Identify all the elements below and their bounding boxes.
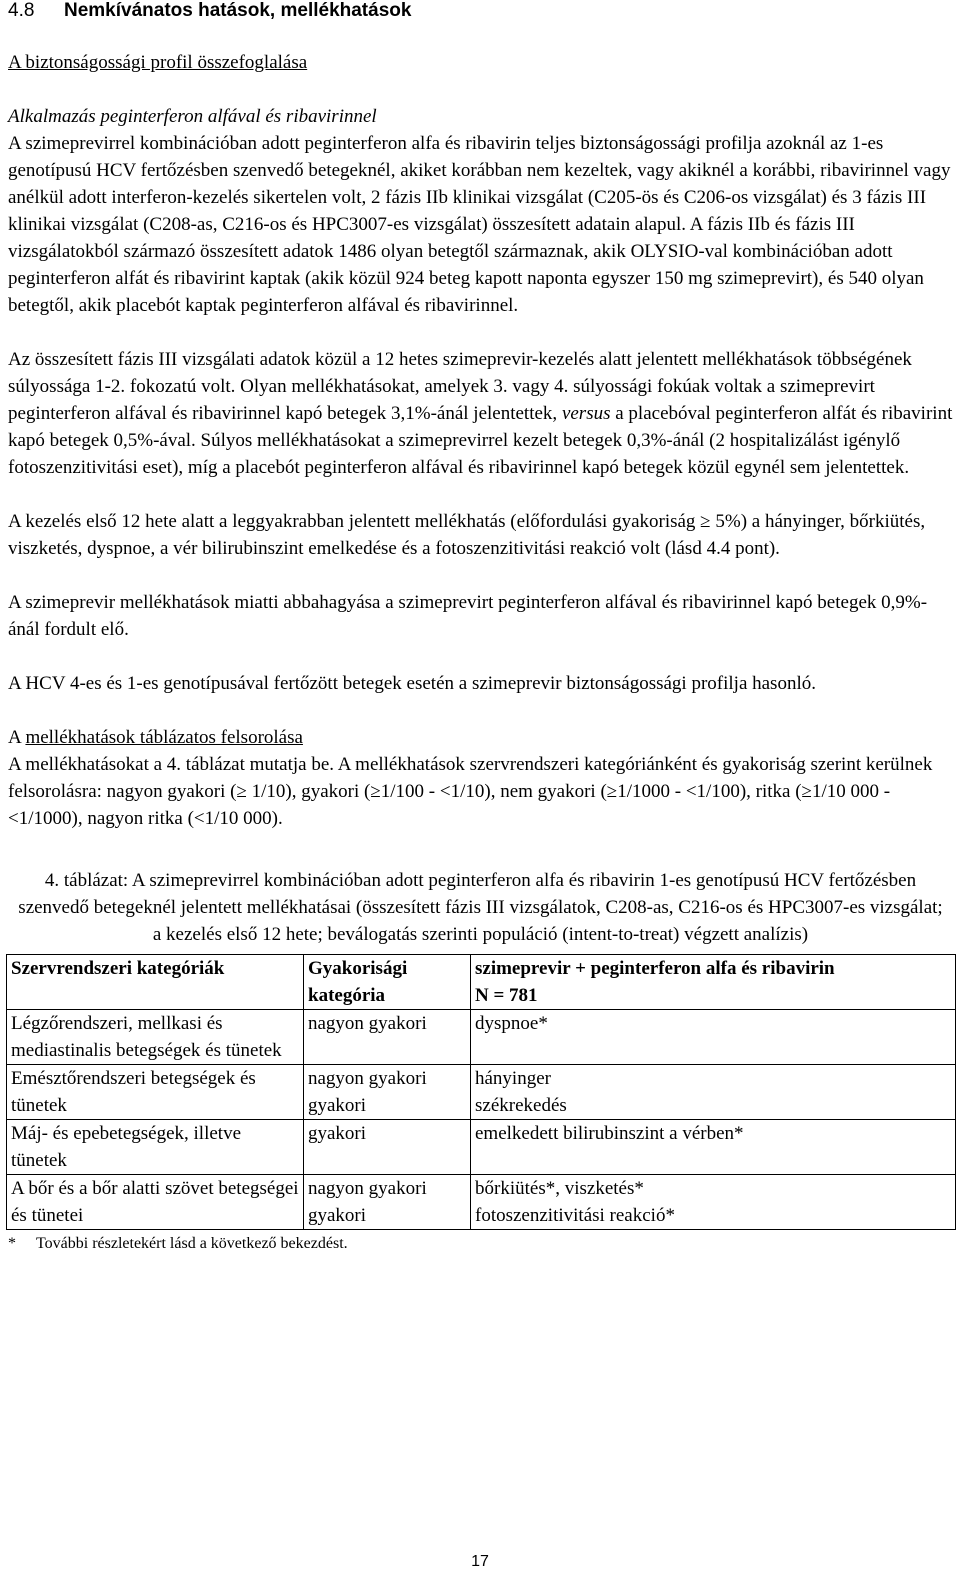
footnote-marker: *: [8, 1235, 16, 1252]
header-treatment-name: szimeprevir + peginterferon alfa és ribavirin: [475, 958, 835, 979]
organ-cell: Máj- és epebetegségek, illetve tünetek: [7, 1120, 304, 1175]
frequency-value: nagyon gyakori: [308, 1068, 427, 1089]
table-row: [7, 1120, 956, 1175]
table-footnote: [8, 1234, 953, 1254]
section-heading: [8, 0, 953, 22]
effect-value: emelkedett bilirubinszint a vérben*: [475, 1123, 744, 1144]
frequency-value: gyakori: [308, 1123, 367, 1144]
paragraph-2-part-2: a placebóval peginterferon alfát és ribavirint kapó betegek 0,5%-ával. Súlyos mellékhatásokat a szimeprevirrel kezelt betegek 0,3%-ánál (2 hospitalizálást igénylő fotoszenzitivitási eset), míg a placebót peginterferon alfával és ribavirinnel kapó betegek közül egynél sem jelentettek.: [8, 403, 953, 478]
paragraph-6: A mellékhatásokat a 4. táblázat mutatja be. A mellékhatások szervrendszeri kategóriánként és gyakoriság szerint kerülnek felsorolásra: nagyon gyakori (≥ 1/10), gyakori (≥1/100 - <1/10), nem gyakori (≥1/1000 - <1/100), ritka (≥1/10 000 - <1/1000), nagyon ritka (<1/10 000).: [8, 754, 933, 829]
header-organ-class: Szervrendszeri kategóriák: [7, 955, 304, 1010]
frequency-cell: [304, 1010, 471, 1065]
table-caption: 4. táblázat: A szimeprevirrel kombinációban adott peginterferon alfa és ribavirin 1-es genotípusú HCV fertőzésben szenvedő betegeknél jelentett mellékhatásai (összesített fázis III vizsgálatok, C208-as, C216-os és HPC3007-es vizsgálat; a kezelés első 12 hete; beválogatás szerinti populáció (intent-to-treat) végzett analízis): [18, 870, 943, 945]
header-treatment: [471, 955, 956, 1010]
italic-heading: Alkalmazás peginterferon alfával és ribavirinnel: [8, 106, 377, 127]
effect-value: székrekedés: [475, 1095, 567, 1116]
header-frequency: Gyakorisági kategória: [304, 955, 471, 1010]
effect-value: hányinger: [475, 1068, 551, 1089]
paragraph-4: A szimeprevir mellékhatások miatti abbahagyása a szimeprevirt peginterferon alfával és ribavirinnel kapó betegek 0,9%-ánál fordult elő.: [8, 592, 928, 640]
header-treatment-n: N = 781: [475, 985, 538, 1006]
subheading-tabulated-list: [8, 724, 953, 751]
paragraph-1: A szimeprevirrel kombinációban adott peginterferon alfa és ribavirin teljes biztonságossági profilja azoknál az 1-es genotípusú HCV fertőzésben szenvedő betegeknél, akiket korábban nem kezeltek, vagy akiknél a korábbi, ribavirinnel vagy anélkül adott interferon-kezelés sikertelen volt, 2 fázis IIb klinikai vizsgálat (C205-ös és C206-os vizsgálat) és 3 fázis III klinikai vizsgálat (C208-as, C216-os és HPC3007-es vizsgálat) összesített adatain alapul. A fázis IIb és fázis III vizsgálatokból származó összesített adatok 1486 olyan betegtől származnak, akik OLYSIO-val kombinációban adott peginterferon alfát és ribavirint kaptak (akik közül 924 beteg kapott naponta egyszer 150 mg szimeprevirt), és 540 olyan betegtől, akik placebót kaptak peginterferon alfával és ribavirinnel.: [8, 133, 951, 316]
paragraph-3: A kezelés első 12 hete alatt a leggyakrabban jelentett mellékhatás (előfordulási gyakoriság ≥ 5%) a hányinger, bőrkiütés, viszketés, dyspnoe, a vér bilirubinszint emelkedése és a fotoszenzitivitási reakció volt (lásd 4.4 pont).: [8, 511, 926, 559]
subheading-safety-profile: A biztonságossági profil összefoglalása: [8, 52, 308, 73]
effect-value: fotoszenzitivitási reakció*: [475, 1205, 675, 1226]
organ-cell: Légzőrendszeri, mellkasi és mediastinalis betegségek és tünetek: [7, 1010, 304, 1065]
organ-cell: Emésztőrendszeri betegségek és tünetek: [7, 1065, 304, 1120]
organ-cell: A bőr és a bőr alatti szövet betegségei és tünetei: [7, 1175, 304, 1230]
subheading-underlined: mellékhatások táblázatos felsorolása: [25, 727, 303, 748]
effect-cell: [471, 1175, 956, 1230]
effect-cell: [471, 1065, 956, 1120]
table-row: [7, 1065, 956, 1120]
frequency-cell: [304, 1120, 471, 1175]
effect-value: bőrkiütés*, viszketés*: [475, 1178, 644, 1199]
paragraph-5: A HCV 4-es és 1-es genotípusával fertőzött betegek esetén a szimeprevir biztonságossági profilja hasonló.: [8, 673, 816, 694]
subheading-prefix: A: [8, 727, 26, 748]
table-row: [7, 1010, 956, 1065]
paragraph-2-versus: versus: [561, 403, 611, 424]
frequency-value: nagyon gyakori: [308, 1013, 427, 1034]
effect-cell: [471, 1010, 956, 1065]
document-page: [8, 0, 953, 1254]
section-title: Nemkívánatos hatások, mellékhatások: [64, 0, 412, 21]
adverse-reactions-table: [6, 954, 956, 1230]
frequency-cell: [304, 1175, 471, 1230]
frequency-value: gyakori: [308, 1205, 367, 1226]
section-number: 4.8: [8, 0, 35, 21]
footnote-text: További részletekért lásd a következő bekezdést.: [36, 1235, 348, 1252]
paragraph-2: [8, 346, 953, 481]
effect-value: dyspnoe*: [475, 1013, 548, 1034]
table-row: [7, 1175, 956, 1230]
frequency-value: nagyon gyakori: [308, 1178, 427, 1199]
page-number: 17: [471, 1553, 489, 1570]
effect-cell: [471, 1120, 956, 1175]
paragraph-2-part-1: Az összesített fázis III vizsgálati adatok közül a 12 hetes szimeprevir-kezelés alatt jelentett mellékhatások többségének súlyossága 1-2. fokozatú volt. Olyan mellékhatásokat, amelyek 3. vagy 4. súlyossági fokúak voltak a szimeprevirt peginterferon alfával és ribavirinnel kapó betegek 3,1%-ánál jelentettek,: [8, 349, 912, 424]
table-header-row: [7, 955, 956, 1010]
frequency-cell: [304, 1065, 471, 1120]
frequency-value: gyakori: [308, 1095, 367, 1116]
